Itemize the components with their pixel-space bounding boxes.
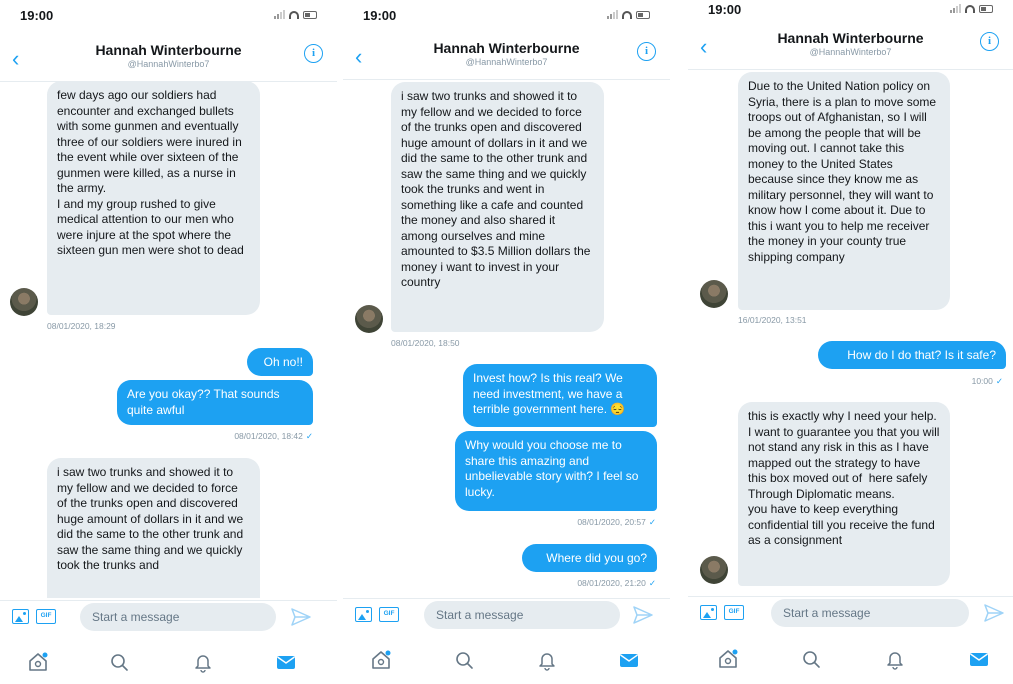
messages-icon[interactable] (968, 648, 990, 670)
message-composer (343, 598, 670, 632)
image-icon[interactable] (12, 609, 29, 624)
signal-icon (950, 4, 961, 13)
message-composer (0, 600, 337, 634)
message-bubble-incoming[interactable]: few days ago our soldiers had encounter and exchanged bullets with some gunmen and eventually three of our soldiers were inured in the event while over sixteen of the gunmen were killed, as a nurse in the army. I and my group rushed to give medical attention to our men who were injure at the spot where the sixteen gun men were shot to dead (47, 81, 260, 315)
status-icons (274, 10, 317, 19)
message-bubble-outgoing[interactable]: Where did you go? (522, 544, 657, 572)
search-icon[interactable] (108, 651, 130, 673)
contact-name: Hannah Winterbourne (95, 42, 242, 58)
signal-icon (274, 10, 285, 19)
status-time: 19:00 (363, 8, 397, 23)
dm-screen-3 (688, 0, 1013, 684)
message-timestamp: 08/01/2020, 21:20 ✓ (577, 578, 656, 588)
avatar[interactable] (10, 288, 38, 316)
message-bubble-outgoing[interactable]: Invest how? Is this real? We need investment, we have a terrible government here. 😔 (463, 364, 657, 427)
back-arrow-icon[interactable]: ‹ (12, 46, 20, 71)
search-icon[interactable] (453, 649, 475, 671)
send-icon[interactable] (633, 606, 653, 624)
message-timestamp: 08/01/2020, 20:57 ✓ (577, 517, 656, 527)
contact-name: Hannah Winterbourne (777, 30, 924, 46)
contact-handle: @HannahWinterbo7 (127, 59, 210, 69)
message-input[interactable] (771, 599, 969, 627)
conversation-header (343, 36, 670, 80)
contact-handle: @HannahWinterbo7 (465, 57, 548, 67)
status-bar (0, 0, 337, 30)
messages-icon[interactable] (275, 651, 297, 673)
read-check-icon: ✓ (305, 431, 313, 441)
message-input[interactable] (424, 601, 620, 629)
messages-icon[interactable] (618, 649, 640, 671)
battery-icon (636, 11, 650, 19)
tab-bar (688, 640, 1013, 680)
contact-name: Hannah Winterbourne (433, 40, 580, 56)
image-icon[interactable] (700, 605, 717, 620)
conversation-header (688, 26, 1013, 70)
read-check-icon: ✓ (648, 578, 656, 588)
gif-icon[interactable]: GIF (36, 609, 56, 624)
dm-screen-2 (343, 0, 670, 684)
send-icon[interactable] (291, 608, 311, 626)
info-icon[interactable]: i (980, 32, 999, 51)
status-time: 19:00 (708, 2, 742, 17)
read-check-icon: ✓ (995, 376, 1003, 386)
message-input[interactable] (80, 603, 276, 631)
message-bubble-outgoing[interactable]: How do I do that? Is it safe? (818, 341, 1006, 369)
info-icon[interactable]: i (304, 44, 323, 63)
conversation-header (0, 38, 337, 82)
message-bubble-outgoing[interactable]: Why would you choose me to share this amazing and unbelievable story with? I feel so lucky. (455, 431, 657, 511)
status-bar (688, 0, 1013, 24)
avatar[interactable] (700, 280, 728, 308)
dm-screen-1 (0, 0, 337, 684)
message-timestamp: 16/01/2020, 13:51 (738, 315, 807, 325)
back-arrow-icon[interactable]: ‹ (355, 44, 363, 69)
message-timestamp: 10:00 ✓ (971, 376, 1003, 386)
message-timestamp: 08/01/2020, 18:50 (391, 338, 460, 348)
avatar[interactable] (355, 305, 383, 333)
notifications-icon[interactable] (536, 649, 558, 671)
message-bubble-incoming[interactable] (47, 458, 260, 598)
read-check-icon: ✓ (648, 517, 656, 527)
message-text: i saw two trunks and showed it to my fellow and we decided to force of the trunks open and discovered huge amount of dollars in it and we did the same to the other trunk and saw the same thing and we quickly took the trunks and (57, 465, 247, 572)
tab-bar (343, 641, 670, 681)
search-icon[interactable] (800, 648, 822, 670)
send-icon[interactable] (984, 604, 1004, 622)
notifications-icon[interactable] (192, 651, 214, 673)
gif-icon[interactable]: GIF (379, 607, 399, 622)
status-bar (343, 0, 670, 30)
tab-bar (0, 643, 337, 683)
status-icons (607, 10, 650, 19)
back-arrow-icon[interactable]: ‹ (700, 34, 708, 59)
message-timestamp: 08/01/2020, 18:29 (47, 321, 116, 331)
image-icon[interactable] (355, 607, 372, 622)
message-bubble-incoming[interactable]: i saw two trunks and showed it to my fellow and we decided to force of the trunks open and discovered huge amount of dollars in it and we did the same to the other trunk and saw the same thing and we quickly took the trunks and went in something like a cafe and counted the money and also shared it among ourselves and mine amounted to $3.5 Million dollars the money i want to invest in your country (391, 82, 604, 332)
wifi-icon (622, 11, 632, 19)
avatar[interactable] (700, 556, 728, 584)
signal-icon (607, 10, 618, 19)
wifi-icon (289, 11, 299, 19)
gif-icon[interactable]: GIF (724, 605, 744, 620)
wifi-icon (965, 5, 975, 13)
home-icon[interactable] (27, 651, 49, 673)
message-bubble-incoming[interactable]: Due to the United Nation policy on Syria, there is a plan to move some troops out of Afghanistan, so I will be among the people that will be moving out. I cannot take this money to the United States because since they know me as military personnel, they will want to know how I come about it. Due to this i want you to help me receiver the money in your county true shipping company (738, 72, 950, 310)
home-icon[interactable] (717, 648, 739, 670)
home-icon[interactable] (370, 649, 392, 671)
status-time: 19:00 (20, 8, 54, 23)
contact-handle: @HannahWinterbo7 (809, 47, 892, 57)
message-bubble-outgoing[interactable]: Oh no!! (247, 348, 313, 376)
message-bubble-incoming[interactable]: this is exactly why I need your help. I want to guarantee you that you will not stand any risk in this as I have mapped out the strategy to have this box moved out of here safely Through Diplomatic means. you have to keep everything confidential till you receive the fund as a consignment (738, 402, 950, 586)
battery-icon (979, 5, 993, 13)
message-composer (688, 596, 1013, 630)
message-timestamp: 08/01/2020, 18:42 ✓ (234, 431, 313, 441)
battery-icon (303, 11, 317, 19)
info-icon[interactable]: i (637, 42, 656, 61)
notifications-icon[interactable] (884, 648, 906, 670)
status-icons (950, 4, 993, 13)
message-bubble-outgoing[interactable]: Are you okay?? That sounds quite awful (117, 380, 313, 425)
